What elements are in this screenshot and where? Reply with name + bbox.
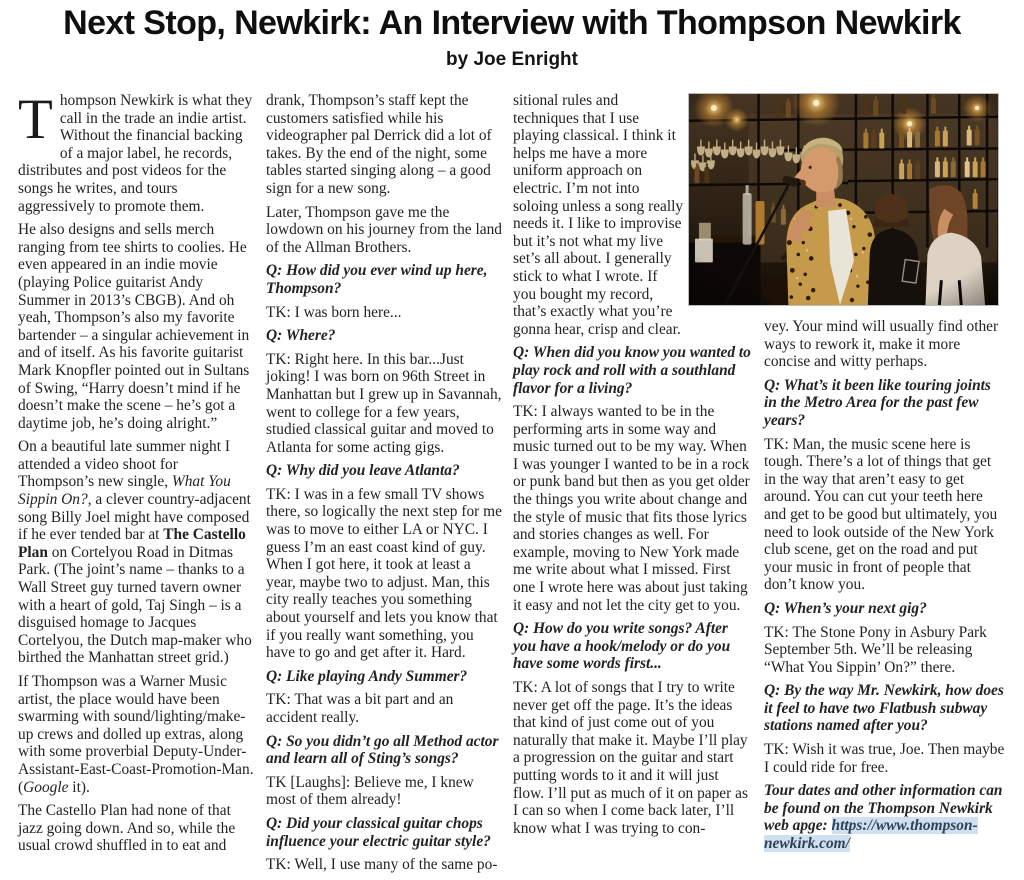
interview-question — [513, 620, 752, 673]
interview-question — [266, 262, 503, 297]
text-segment: Thompson Newkirk is what they call in the trade an indie artist. Without the financial backing of a major label, he records, distributes and post videos for the songs he writes, and tours aggressively to promote them. — [18, 88, 253, 215]
text-segment: TK [Laughs]: Believe me, I knew most of them already! — [266, 773, 474, 809]
text-segment: He also designs and sells merch ranging from tee shirts to coolies. He even appeared in an indie movie (playing Police guitarist Andy Summer in 2013’s CBGB). And oh yeah, Thompson’s also my favorite bartender – a singular achievement in and of itself. As his favorite guitarist Mark Knopfler pointed out in Sultans of Swing, “Harry doesn’t mind if he doesn’t make the scene – he’s got a daytime job, he’s doing alright.” — [18, 221, 250, 432]
text-segment: it). — [68, 778, 90, 796]
text-segment: TK: That was a bit part and an accident really. — [266, 691, 454, 726]
interview-answer — [266, 486, 503, 662]
text-segment: TK: Man, the music scene here is tough. There’s a lot of things that get in the way that aren’t easy to get around. You can cut your teeth here and get to be good but ultimately, you need to look outside of the New York club scene, get on the road and put your music in front of people that don’t know you. — [764, 435, 998, 594]
text-segment: TK: I always wanted to be in the performing arts in some way and music turned out to be my way. When I was younger I wanted to be in a rock or punk band but then as you get older the things you write about change and the style of music that fits those lyrics and stories changes as well. For example, moving to New York made me write about what I missed. First one I wrote here was about just taking it easy and not let the city get to you. — [513, 403, 750, 614]
text-segment: drank, Thompson’s staff kept the customers satisfied while his videographer pal Derrick did a lot of takes. By the end of the night, some tables started singing along – a good sign for a new song. — [266, 92, 492, 197]
interview-answer — [513, 403, 752, 614]
text-segment: Google — [23, 778, 69, 796]
text-segment: vey. Your mind will usually find other ways to rework it, make it more concise and witty perhaps. — [764, 318, 999, 371]
text-segment: TK: Well, I use many of the same po- — [266, 856, 498, 874]
text-segment: Tour dates and other information can be found on the Thompson Newkirk web apge: — [764, 782, 1003, 835]
lead-paragraph — [18, 88, 256, 215]
text-segment: The Castello Plan had none of that jazz going down. And so, while the usual crowd shuffled in to eat and — [18, 802, 236, 855]
paragraph — [18, 802, 256, 855]
text-segment: What You Sippin On? — [18, 473, 231, 509]
text-segment: Q: When did you know you wanted to play rock and roll with a southland flavor for a living? — [513, 344, 751, 397]
article-column-1 — [18, 88, 256, 861]
interview-answer — [266, 774, 503, 809]
text-segment: on Cortelyou Road in Ditmas Park. (The joint’s name – thanks to a Wall Street guy turned tavern owner with a heart of gold, Taj Singh – is a disguised homage to Jacques Cortelyou, the Dutch map-maker who birthed the Manhattan street grid.) — [18, 543, 252, 667]
text-segment: , a clever country-adjacent song Billy Joel might have composed if he ever tended bar at — [18, 491, 251, 544]
paragraph — [18, 438, 256, 667]
text-segment: Q: Like playing Andy Summer? — [266, 667, 468, 685]
interview-question — [764, 682, 1006, 735]
paragraph — [18, 673, 256, 796]
paragraph — [764, 318, 1006, 371]
article-column-4 — [764, 318, 1006, 859]
text-segment: TK: The Stone Pony in Asbury Park September 5th. We’ll be releasing “What You Sippin’ On?” there. — [764, 623, 987, 676]
interview-answer — [764, 741, 1006, 776]
text-segment: TK: I was born here... — [266, 303, 402, 321]
interview-question — [266, 327, 503, 345]
interview-answer — [266, 691, 503, 726]
article-column-2 — [266, 92, 503, 880]
text-segment: Q: So you didn’t go all Method actor and learn all of Sting’s songs? — [266, 732, 499, 768]
text-segment: TK: Right here. In this bar...Just joking! I was born on 96th Street in Manhattan but I grew up in Savannah, went to college for a few years, studied classical guitar and moved to Atlanta for some acting gigs. — [266, 350, 502, 456]
interview-answer — [266, 304, 503, 322]
interview-answer — [266, 856, 503, 874]
text-segment: The Castello Plan — [18, 526, 246, 561]
text-segment: Q: How did you ever wind up here, Thompson? — [266, 262, 488, 297]
text-segment: TK: Wish it was true, Joe. Then maybe I could ride for free. — [764, 741, 1005, 776]
interview-question — [266, 815, 503, 850]
interview-question — [764, 377, 1006, 430]
text-segment: sitional rules and techniques that I use playing classical. I think it helps me have a more uniform approach on electric. I’m not into soloing unless a song really needs it. I like to improvise but it’s not what my live set’s all about. I generally stick to what I wrote. If you bought my record, that’s exactly what you’re gonna hear, crisp and clear. — [513, 92, 684, 338]
text-segment: TK: A lot of songs that I try to write never get off the page. It’s the ideas that kind of just come out of you naturally that make it. Maybe I’ll play a progression on the guitar and start putting words to it and it will just flow. I’ll put as much of it on paper as I can so when I come back later, I’ll know what I was trying to con- — [513, 679, 748, 837]
bar-scene-illustration — [689, 94, 998, 305]
text-segment: On a beautiful late summer night I attended a video shoot for Thompson’s new single, — [18, 438, 230, 491]
interview-question — [266, 668, 503, 686]
paragraph — [18, 221, 256, 432]
thompson-newkirk-website-link[interactable]: https://www.thompson-newkirk.com/ — [764, 817, 978, 853]
text-segment: Q: When’s your next gig? — [764, 599, 927, 617]
text-segment: Q: Did your classical guitar chops influence your electric guitar style? — [266, 814, 491, 850]
text-segment: TK: I was in a few small TV shows there, so logically the next step for me was to move to either LA or NYC. I guess I’m an east coast kind of guy. When I got here, it took at least a year, maybe two to adjust. Man, this city really teaches you something about yourself and lets you know that if you really want something, you have to go and get after it. Hard. — [266, 485, 502, 662]
interview-question — [266, 462, 503, 480]
text-segment: Q: By the way Mr. Newkirk, how does it feel to have two Flatbush subway stations named after you? — [764, 682, 1004, 735]
text-segment: If Thompson was a Warner Music artist, the place would have been swarming with sound/lighting/make-up crews and dolled up extras, along with some proverbial Deputy-Under-Assistant-East-Coast-Promotion-Man. ( — [18, 673, 254, 796]
interview-question — [266, 733, 503, 768]
text-segment: Later, Thompson gave me the lowdown on his journey from the land of the Allman Brothers. — [266, 203, 502, 256]
interview-answer — [513, 679, 752, 837]
text-segment: Q: How do you write songs? After you have a hook/melody or do you have some words first... — [513, 620, 731, 673]
paragraph — [266, 92, 503, 198]
interview-question — [513, 344, 752, 397]
paragraph — [513, 92, 684, 338]
interview-answer — [266, 351, 503, 457]
paragraph — [266, 204, 503, 257]
bar-performance-photo — [688, 93, 999, 306]
interview-answer — [764, 624, 1006, 677]
text-segment: Q: Why did you leave Atlanta? — [266, 462, 460, 480]
text-segment: Q: Where? — [266, 327, 336, 345]
byline: by Joe Enright — [446, 49, 578, 70]
text-segment: Q: What’s it been like touring joints in the Metro Area for the past few years? — [764, 376, 991, 429]
interview-answer — [764, 436, 1006, 594]
page-title: Next Stop, Newkirk: An Interview with Thompson Newkirk — [63, 4, 961, 42]
interview-question — [764, 600, 1006, 618]
vignette-overlay — [689, 94, 998, 305]
footer-note — [764, 782, 1006, 852]
